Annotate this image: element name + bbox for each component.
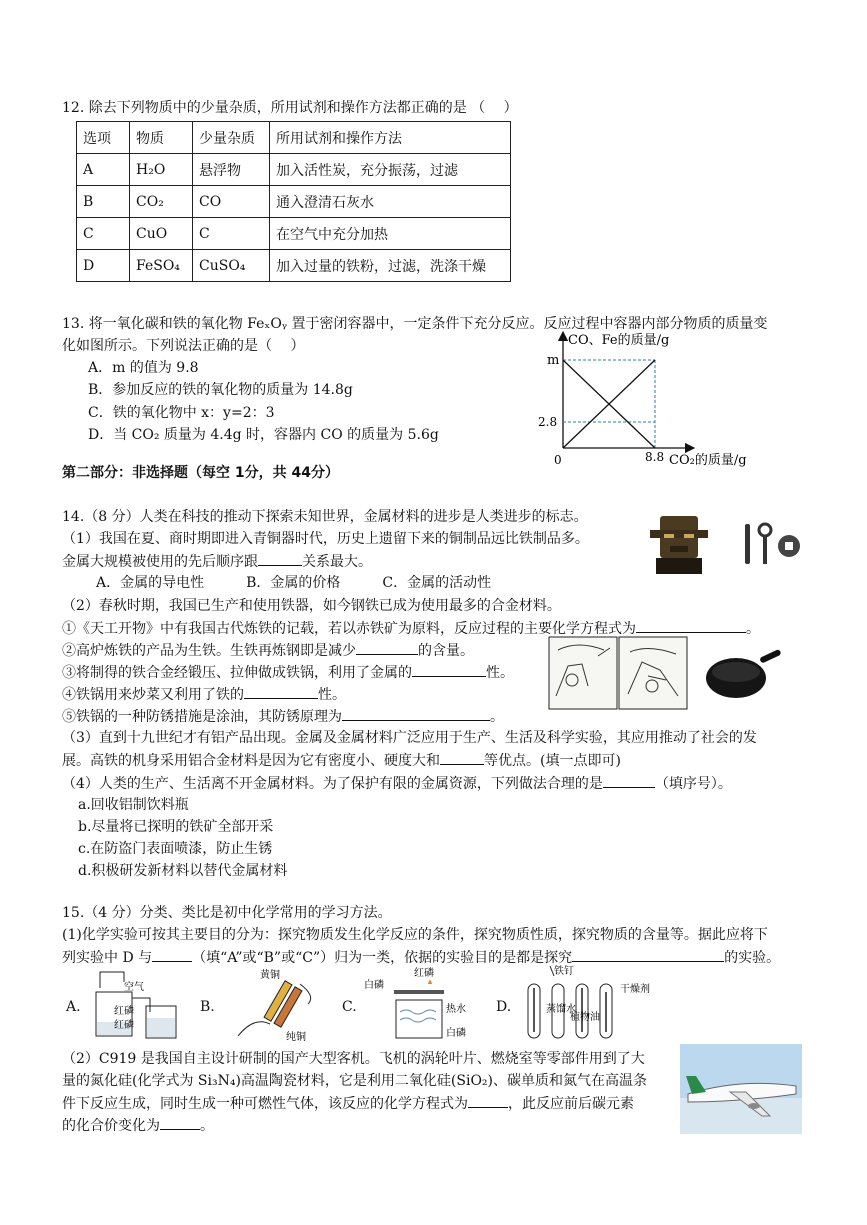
text: 等优点。(填一点即可) — [484, 753, 621, 769]
table-cell: B — [77, 186, 130, 218]
table-cell: 悬浮物 — [193, 154, 270, 186]
table-cell: C — [193, 218, 270, 250]
table-header: 少量杂质 — [193, 122, 270, 154]
table-cell: 加入活性炭，充分振荡，过滤 — [270, 154, 511, 186]
text: 列实验中 D 与 — [62, 950, 153, 966]
c919-airplane-image — [680, 1044, 802, 1134]
q15-part2-line2: 量的氮化硅(化学式为 Si₃N₄)高温陶瓷材料，它是利用二氧化硅(SiO₂)、碳单质和氮气在高温条 — [62, 1073, 647, 1089]
text: 关系最大。 — [302, 554, 372, 570]
table-cell: FeSO₄ — [130, 250, 193, 282]
q13-stem-line1: 13. 将一氧化碳和铁的氧化物 FeₓOᵧ 置于密闭容器中，一定条件下充分反应。反应过程中容器内部分物质的质量变 — [62, 316, 768, 332]
answer-blank[interactable] — [160, 1115, 200, 1130]
q14-title: 14.（8 分）人类在科技的推动下探索未知世界，金属材料的进步是人类进步的标志。 — [62, 509, 588, 525]
x-tick-label: 8.8 — [645, 450, 665, 464]
table-cell: CuSO₄ — [193, 250, 270, 282]
answer-blank[interactable] — [258, 551, 302, 566]
q13-stem-line2: 化如图所示。下列说法正确的是（ ） — [62, 338, 305, 354]
text: 的实验。 — [724, 950, 781, 966]
q13-option-d: D．当 CO₂ 质量为 4.4g 时，容器内 CO 的质量为 5.6g — [88, 427, 439, 443]
text: （填“A”或“B”或“C”）归为一类，依据的实验目的是都是探究 — [192, 950, 573, 966]
q14-part1-options: A．金属的导电性 B．金属的价格 C．金属的活动性 — [96, 575, 492, 591]
table-header-row — [77, 122, 511, 154]
figure-c-combustion-test — [362, 964, 482, 1044]
y-tick-label: 2.8 — [538, 415, 558, 429]
q13-option-b: B．参加反应的铁的氧化物的质量为 14.8g — [88, 382, 353, 398]
figure-label-c: C. — [342, 999, 357, 1015]
text: ，此反应前后碳元素 — [508, 1096, 634, 1112]
figure-label-d: D. — [496, 999, 512, 1015]
q14-choice-b: b.尽量将已探明的铁矿全部开采 — [78, 819, 274, 835]
table-header: 选项 — [77, 122, 130, 154]
q13-mass-chart — [530, 330, 780, 475]
table-cell: CO — [193, 186, 270, 218]
x-axis-label: CO₂的质量/g — [669, 453, 747, 468]
text: 的含量。 — [418, 643, 474, 659]
figure-label: 纯铜 — [286, 1032, 306, 1043]
figure-d-rusting-test — [520, 962, 690, 1044]
text: 展。高铁的机身采用铝合金材料是因为它有密度小、硬度大和 — [62, 753, 440, 769]
figure-label: 红磷 — [114, 1006, 134, 1017]
q12-stem: 12. 除去下列物质中的少量杂质，所用试剂和操作方法都正确的是 （ ） — [62, 100, 518, 116]
text: （填序号）。 — [654, 776, 732, 792]
table-cell: 在空气中充分加热 — [270, 218, 511, 250]
answer-blank[interactable] — [342, 706, 490, 721]
table-header: 物质 — [130, 122, 193, 154]
q14-part4 — [62, 773, 732, 794]
text: 性。 — [486, 665, 514, 681]
table-cell: 加入过量的铁粉，过滤，洗涤干燥 — [270, 250, 511, 282]
answer-blank[interactable] — [152, 947, 192, 962]
text: 金属大规模被使用的先后顺序跟 — [62, 554, 258, 570]
q13-option-c: C．铁的氧化物中 x：y=2：3 — [88, 405, 275, 421]
figure-label-a: A. — [66, 999, 81, 1015]
table-row — [77, 154, 511, 186]
table-row — [77, 186, 511, 218]
figure-label: 黄铜 — [260, 970, 280, 981]
answer-blank[interactable] — [468, 1093, 508, 1108]
figure-label: 空气 — [124, 982, 144, 993]
table-cell: CuO — [130, 218, 193, 250]
q15-part2-line1: （2）C919 是我国自主设计研制的国产大型客机。飞机的涡轮叶片、燃烧室等零部件用到了大 — [62, 1051, 645, 1067]
x-tick-label: 0 — [554, 453, 562, 467]
table-row — [77, 250, 511, 282]
answer-blank[interactable] — [572, 947, 724, 962]
iron-tools-image — [737, 520, 803, 570]
text: （4）人类的生产、生活离不开金属材料。为了保护有限的金属资源，下列做法合理的是 — [62, 776, 603, 792]
table-header: 所用试剂和操作方法 — [270, 122, 511, 154]
q14-part3-line2 — [62, 750, 621, 771]
text: ②高炉炼铁的产品为生铁。生铁再炼钢即是减少 — [62, 643, 356, 659]
q14-choice-c: c.在防盗门表面喷漆，防止生锈 — [78, 841, 273, 857]
figure-label: 白磷 — [446, 1028, 466, 1039]
q14-part1-line2 — [62, 551, 372, 572]
q14-s5 — [62, 706, 504, 727]
q15-part1-line1: (1)化学实验可按其主要目的分为：探究物质发生化学反应的条件，探究物质性质，探究物质的含量等。据此应将下 — [62, 927, 768, 943]
figure-label: 白磷 — [364, 980, 384, 991]
table-cell: CO₂ — [130, 186, 193, 218]
figure-label: 热水 — [446, 1004, 466, 1015]
figure-label: 蒸馏水 — [546, 1004, 576, 1015]
q14-choice-a: a.回收铝制饮料瓶 — [78, 797, 189, 813]
table-cell: C — [77, 218, 130, 250]
answer-blank[interactable] — [244, 684, 318, 699]
y-axis-label: CO、Fe的质量/g — [568, 333, 670, 348]
text: ③将制得的铁合金经锻压、拉伸做成铁锅，利用了金属的 — [62, 665, 412, 681]
q12-options-table — [76, 121, 511, 282]
text: 性。 — [318, 687, 346, 703]
text: 件下反应生成，同时生成一种可燃性气体，该反应的化学方程式为 — [62, 1096, 468, 1112]
y-tick-label: m — [547, 353, 560, 368]
text: ⑤铁锅的一种防锈措施是涂油，其防锈原理为 — [62, 709, 342, 725]
answer-blank[interactable] — [412, 662, 486, 677]
q14-s2 — [62, 640, 474, 661]
figure-label: 植物油 — [570, 1012, 600, 1023]
table-cell: A — [77, 154, 130, 186]
table-cell: H₂O — [130, 154, 193, 186]
q14-part1-line1: （1）我国在夏、商时期即进入青铜器时代，历史上遗留下来的铜制品远比铁制品多。 — [62, 531, 589, 547]
answer-blank[interactable] — [636, 618, 746, 633]
q14-part3-line1: （3）直到十九世纪才有铝产品出现。金属及金属材料广泛应用于生产、生活及科学实验，其应用推动了社会的发 — [62, 730, 757, 746]
answer-blank[interactable] — [356, 640, 418, 655]
figure-label-b: B. — [200, 999, 215, 1015]
q14-choice-d: d.积极研发新材料以替代金属材料 — [78, 863, 288, 879]
text: 的化合价变化为 — [62, 1118, 160, 1134]
table-row — [77, 218, 511, 250]
part2-heading: 第二部分：非选择题（每空 1分，共 44分） — [62, 465, 339, 481]
table-cell: 通入澄清石灰水 — [270, 186, 511, 218]
figure-label: 红磷 — [114, 1020, 134, 1031]
iron-wok-image — [704, 648, 784, 702]
answer-blank[interactable] — [440, 750, 484, 765]
text: 。 — [490, 709, 504, 725]
text: 。 — [200, 1118, 214, 1134]
q14-s4 — [62, 684, 346, 705]
q15-part2-line3 — [62, 1093, 634, 1114]
text: 。 — [746, 621, 760, 637]
q15-title: 15.（4 分）分类、类比是初中化学常用的学习方法。 — [62, 905, 392, 921]
figure-label: 红磷 — [414, 968, 434, 979]
figure-label: 铁钉 — [554, 966, 574, 977]
answer-blank[interactable] — [603, 773, 655, 788]
ancient-ironmaking-woodcut — [548, 636, 688, 710]
table-cell: D — [77, 250, 130, 282]
q15-part2-line4 — [62, 1115, 214, 1136]
bronze-mask-image — [646, 512, 712, 578]
q13-option-a: A．m 的值为 9.8 — [88, 360, 199, 376]
text: ④铁锅用来炒菜又利用了铁的 — [62, 687, 244, 703]
figure-b-scratch-test — [230, 966, 322, 1044]
q14-s3 — [62, 662, 514, 683]
figure-a-phosphorus-apparatus — [90, 968, 182, 1044]
text: ①《天工开物》中有我国古代炼铁的记载，若以赤铁矿为原料，反应过程的主要化学方程式为 — [62, 621, 636, 637]
figure-label: 干燥剂 — [620, 984, 650, 995]
q14-part2-intro: （2）春秋时期，我国已生产和使用铁器，如今钢铁已成为使用最多的合金材料。 — [62, 598, 561, 614]
